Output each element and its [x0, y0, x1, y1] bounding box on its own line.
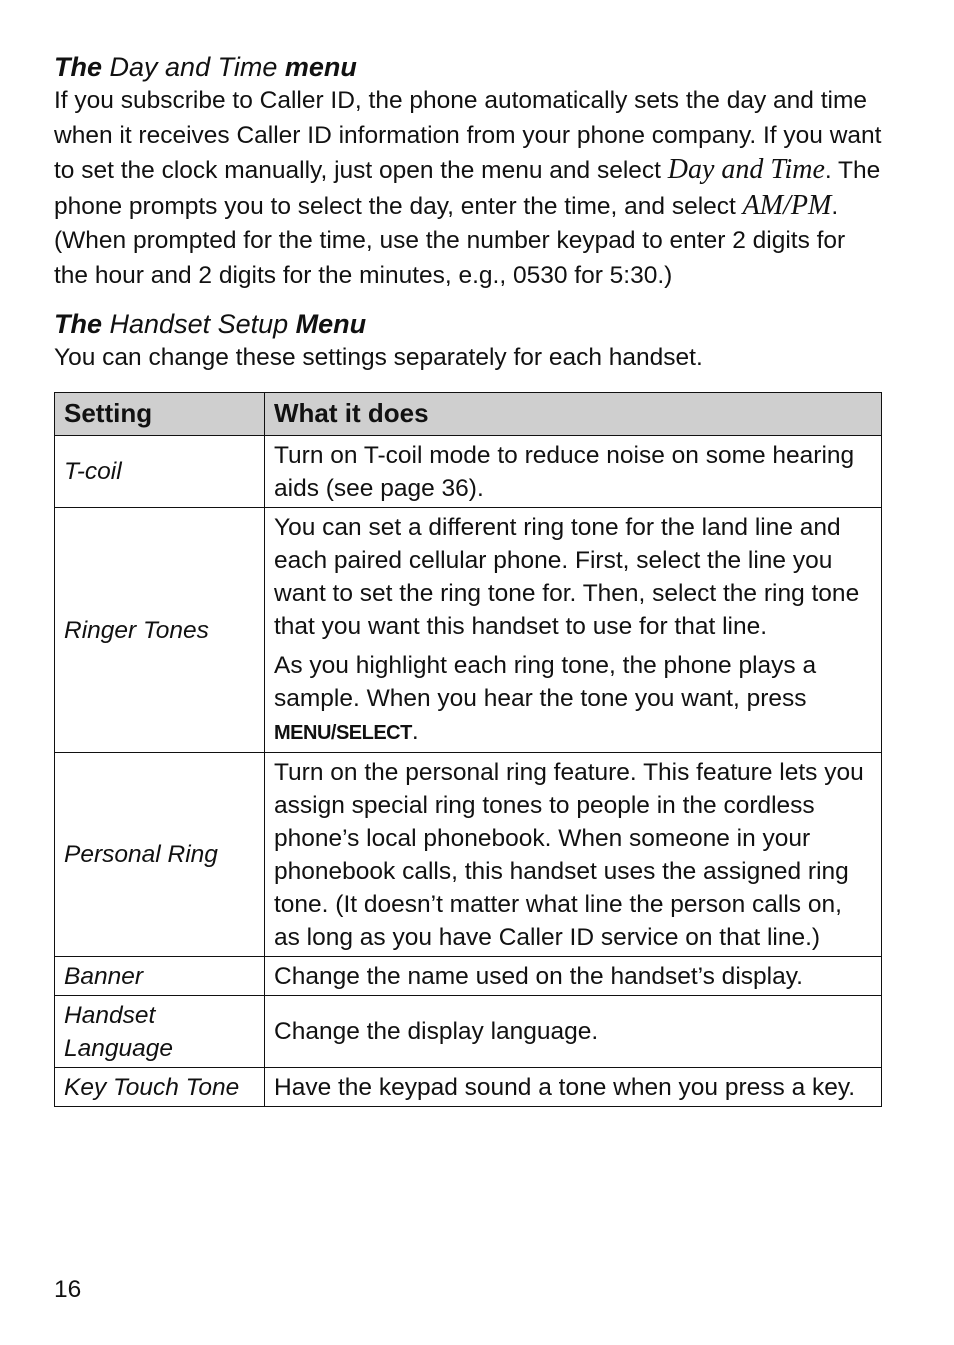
setting-name: Handset Language — [55, 995, 265, 1067]
setting-name: Banner — [55, 956, 265, 995]
setting-description: Change the name used on the handset’s display. — [265, 956, 882, 995]
table-row — [55, 956, 882, 995]
table-row — [55, 752, 882, 956]
table-row — [55, 995, 882, 1067]
section-title-handset-setup: The Handset Setup Menu — [54, 309, 367, 339]
setting-name: T-coil — [55, 435, 265, 507]
section-title-day-and-time: The Day and Time menu — [54, 52, 357, 82]
setting-description: Turn on the personal ring feature. This feature lets you assign special ring tones to people in the cordless phone’s local phonebook. When someone in your phonebook calls, this handset uses the assigned ring tone. (It doesn’t matter what line the person calls on, as long as you have Caller ID service on that line.) — [265, 752, 882, 956]
manual-page — [54, 48, 882, 1107]
header-what-it-does: What it does — [265, 392, 882, 435]
setting-name: Personal Ring — [55, 752, 265, 956]
table-row — [55, 507, 882, 752]
settings-table — [54, 392, 882, 1107]
setting-description: Have the keypad sound a tone when you press a key. — [265, 1067, 882, 1106]
setting-description: Change the display language. — [265, 995, 882, 1067]
table-row — [55, 1067, 882, 1106]
header-setting: Setting — [55, 392, 265, 435]
handset-setup-intro: You can change these settings separately for each handset. — [54, 344, 703, 371]
table-row — [55, 435, 882, 507]
setting-description: You can set a different ring tone for the land line and each paired cellular phone. First, select the line you want to set the ring tone for. Then, select the ring tone that you want this handset to use for that line. As you highlight each ring tone, the phone plays a sample. When you hear the tone you want, press MENU/SELECT. — [265, 507, 882, 752]
day-and-time-paragraph: If you subscribe to Caller ID, the phone automatically sets the day and time when it receives Caller ID information from your phone company. If you want to set the clock manually, just open the menu and select Day and Time. The phone prompts you to select the day, enter the time, and select AM/PM. (When prompted for the time, use the number keypad to enter 2 digits for the hour and 2 digits for the minutes, e.g., 0530 for 5:30.) — [54, 87, 882, 289]
setting-name: Ringer Tones — [55, 507, 265, 752]
key-label-menu-select: MENU/SELECT — [274, 721, 412, 744]
setting-description: Turn on T-coil mode to reduce noise on some hearing aids (see page 36). — [265, 435, 882, 507]
menu-item-day-and-time: Day and Time — [667, 154, 825, 185]
table-header-row — [55, 392, 882, 435]
setting-name: Key Touch Tone — [55, 1067, 265, 1106]
page-number: 16 — [54, 1276, 82, 1303]
menu-item-am-pm: AM/PM — [742, 189, 832, 221]
